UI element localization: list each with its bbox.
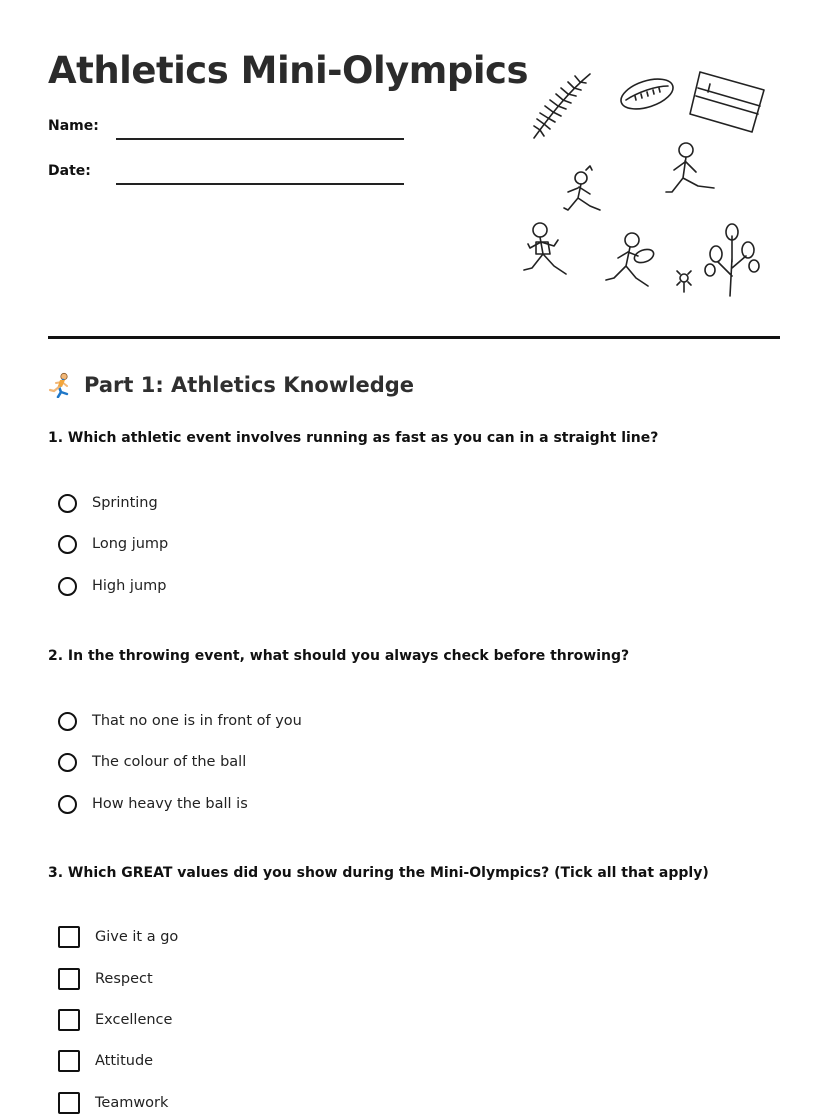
tree-icon [705, 224, 759, 296]
part1-heading [48, 372, 414, 398]
question-3-option-respect[interactable] [58, 967, 153, 991]
part1-heading-text: Part 1: Athletics Knowledge [84, 373, 415, 397]
checkbox[interactable] [58, 1009, 80, 1031]
checkbox[interactable] [58, 1050, 80, 1072]
running-boy-icon [666, 143, 714, 192]
question-2-option-colour[interactable] [58, 750, 246, 774]
question-1-option-sprinting[interactable] [58, 491, 158, 515]
question-3-option-teamwork[interactable] [58, 1091, 168, 1115]
date-label: Date: [48, 163, 91, 179]
checkbox[interactable] [58, 968, 80, 990]
running-girl-icon [564, 166, 600, 210]
option-label: That no one is in front of you [92, 713, 302, 729]
runner-icon [48, 372, 74, 398]
illustration [520, 66, 782, 302]
radio-button[interactable] [58, 494, 77, 513]
radio-button[interactable] [58, 795, 77, 814]
date-field[interactable] [116, 183, 404, 185]
radio-button[interactable] [58, 535, 77, 554]
question-3-option-attitude[interactable] [58, 1049, 153, 1073]
section-divider [48, 336, 780, 339]
rugby-ball-icon [617, 73, 676, 114]
option-label: Long jump [92, 536, 169, 552]
flower-icon [677, 271, 691, 292]
name-label: Name: [48, 118, 99, 134]
checkbox[interactable] [58, 1092, 80, 1114]
option-label: Sprinting [92, 495, 158, 511]
question-1-option-high-jump[interactable] [58, 574, 166, 598]
option-label: Teamwork [95, 1095, 169, 1111]
question-2-option-no-one-in-front[interactable] [58, 709, 302, 733]
question-3-option-give-it-a-go[interactable] [58, 925, 178, 949]
worksheet-title: Athletics Mini-Olympics [48, 49, 528, 92]
running-child-icon [524, 223, 566, 274]
name-field[interactable] [116, 138, 404, 140]
checkbox[interactable] [58, 926, 80, 948]
option-label: Respect [95, 971, 153, 987]
option-label: Attitude [95, 1053, 154, 1069]
option-label: The colour of the ball [92, 754, 247, 770]
question-2-text: 2. In the throwing event, what should you always check before throwing? [48, 648, 630, 664]
flag-icon [690, 72, 764, 132]
option-label: How heavy the ball is [92, 796, 248, 812]
radio-button[interactable] [58, 712, 77, 731]
option-label: Excellence [95, 1012, 173, 1028]
question-1-text: 1. Which athletic event involves running as fast as you can in a straight line? [48, 430, 659, 446]
option-label: High jump [92, 578, 167, 594]
question-3-option-excellence[interactable] [58, 1008, 172, 1032]
question-1-option-long-jump[interactable] [58, 532, 168, 556]
question-2-option-heavy[interactable] [58, 792, 248, 816]
question-3-text: 3. Which GREAT values did you show during the Mini-Olympics? (Tick all that apply) [48, 865, 709, 881]
radio-button[interactable] [58, 577, 77, 596]
silver-fern-icon [534, 74, 590, 138]
child-with-rugby-ball-icon [606, 233, 655, 286]
option-label: Give it a go [95, 929, 179, 945]
radio-button[interactable] [58, 753, 77, 772]
